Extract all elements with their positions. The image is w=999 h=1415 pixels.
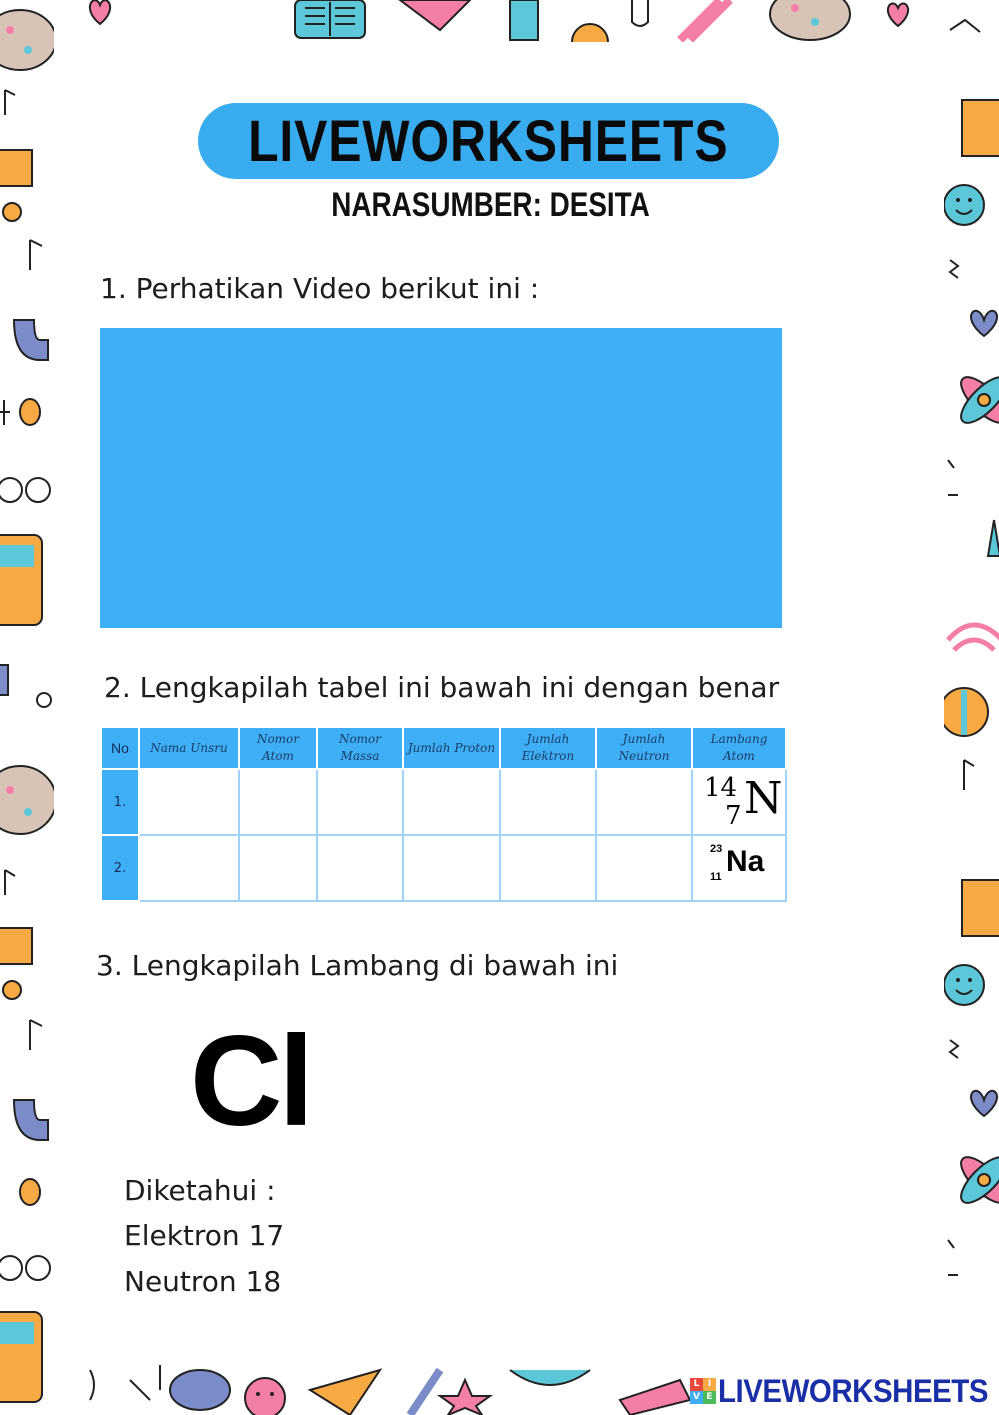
table-header-no: No (101, 727, 139, 769)
table-row (101, 835, 786, 901)
mass-number: 23 (710, 843, 723, 855)
page-subtitle: NARASUMBER: DESITA (331, 186, 650, 224)
element-symbol: Na (726, 845, 765, 878)
footer-logo (690, 1373, 999, 1409)
nuclide-symbol-nitrogen (692, 769, 786, 835)
atomic-number: 11 (710, 871, 722, 883)
answer-cell-jumlah-neutron[interactable] (596, 835, 692, 901)
answer-cell-jumlah-proton[interactable] (403, 769, 500, 835)
page-title: LIVEWORKSHEETS (248, 108, 729, 174)
table-header-jumlah-neutron: Jumlah Neutron (596, 727, 692, 769)
mass-number: 14 (704, 773, 738, 803)
answer-cell-nomor-atom[interactable] (239, 769, 317, 835)
question-3-text: 3. Lengkapilah Lambang di bawah ini (96, 949, 619, 982)
doodle-border-top (0, 0, 999, 42)
answer-cell-nomor-massa[interactable] (317, 835, 403, 901)
question-1-text: 1. Perhatikan Video berikut ini : (100, 272, 540, 305)
chlorine-symbol: Cl (190, 1010, 310, 1153)
known-label: Diketahui : (124, 1174, 276, 1207)
doodle-border-left (0, 0, 54, 1415)
table-header-nomor-atom: Nomor Atom (239, 727, 317, 769)
answer-cell-nama-unsur[interactable] (139, 769, 239, 835)
answer-cell-jumlah-elektron[interactable] (500, 835, 596, 901)
atom-table (100, 726, 785, 900)
logo-badge-icon: L I V E (690, 1378, 716, 1404)
row-number: 2. (101, 835, 139, 901)
table-header-nama-unsur: Nama Unsru (139, 727, 239, 769)
answer-cell-nomor-atom[interactable] (239, 835, 317, 901)
table-header-jumlah-elektron: Jumlah Elektron (500, 727, 596, 769)
answer-cell-jumlah-neutron[interactable] (596, 769, 692, 835)
answer-cell-nomor-massa[interactable] (317, 769, 403, 835)
table-header-jumlah-proton: Jumlah Proton (403, 727, 500, 769)
question-2-text: 2. Lengkapilah tabel ini bawah ini dengan benar (104, 671, 780, 704)
answer-cell-nama-unsur[interactable] (139, 835, 239, 901)
table-row (101, 769, 786, 835)
answer-cell-jumlah-proton[interactable] (403, 835, 500, 901)
atomic-number: 7 (725, 801, 742, 831)
nuclide-symbol-sodium (692, 835, 786, 901)
electron-info: Elektron 17 (124, 1219, 285, 1252)
footer-logo-text: LIVEWORKSHEETS (718, 1372, 988, 1409)
doodle-border-right (944, 0, 999, 1415)
answer-cell-jumlah-elektron[interactable] (500, 769, 596, 835)
neutron-info: Neutron 18 (124, 1265, 282, 1298)
video-player[interactable] (100, 328, 782, 628)
table-header-lambang-atom: Lambang Atom (692, 727, 786, 769)
table-header-nomor-massa: Nomor Massa (317, 727, 403, 769)
row-number: 1. (101, 769, 139, 835)
element-symbol: N (744, 773, 783, 824)
title-banner (198, 103, 779, 179)
